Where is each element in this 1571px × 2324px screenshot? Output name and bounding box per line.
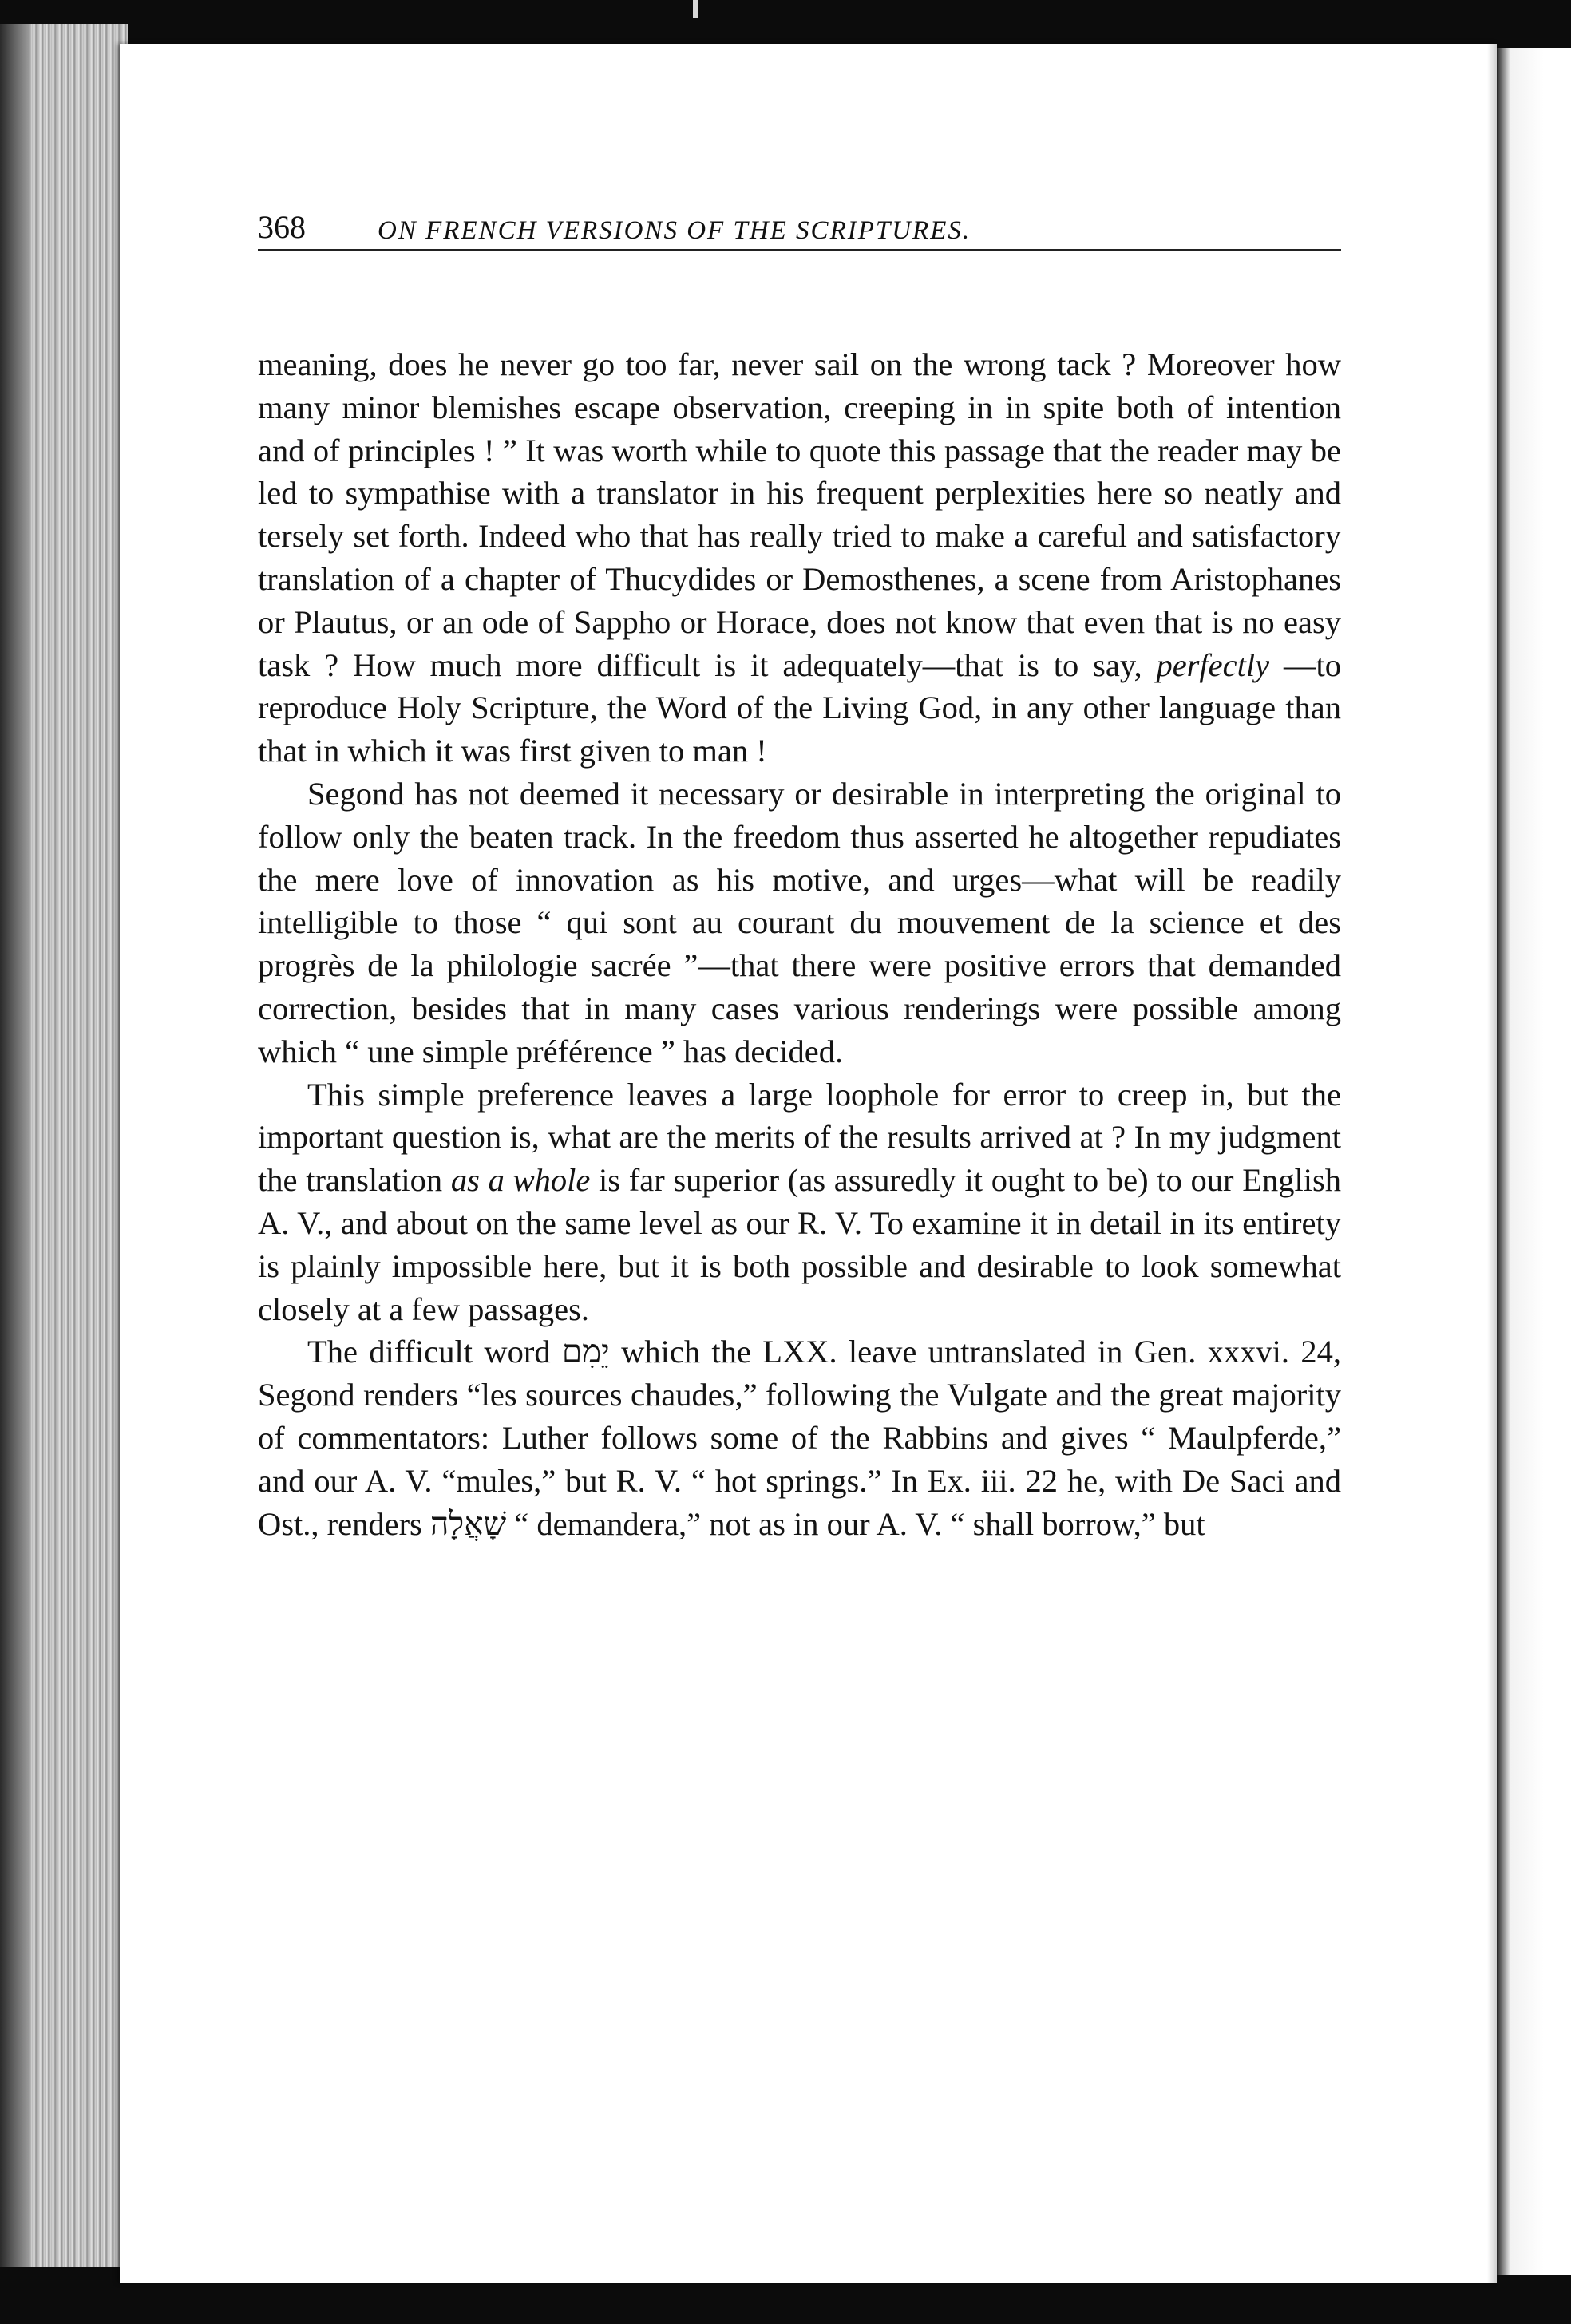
body-text	[258, 343, 1341, 1545]
paragraph-4: The difficult word יֵמִם which the LXX. leave untranslated in Gen. xxxvi. 24, Segond renders “les sources chaudes,” following the Vulgate and the great majority of commentators: Luther follows some of the Rabbins and gives “ Maulpferde,” and our A. V. “mules,” but R. V. “ hot springs.” In Ex. iii. 22 he, with De Saci and Ost., renders שָׁאֲלָה “ demandera,” not as in our A. V. “ shall borrow,” but	[258, 1334, 1341, 1542]
paragraph-3-italic: as a whole	[450, 1162, 591, 1199]
paragraph-1-text-a: meaning, does he never go too far, never sail on the wrong tack ? Moreover how many minor blemishes escape observation, creeping in in spite both of intention and of principles ! ” It was worth while to quote this passage that the reader may be led to sympathise with a translator in his frequent perplexities here so neatly and tersely set forth. Indeed who that has really tried to make a careful and satisfactory translation of a chapter of Thucydides or Demosthenes, a scene from Aristophanes or Plautus, or an ode of Sappho or Horace, does not know that even that is no easy task ? How much more difficult is it adequately—that is to say,	[258, 346, 1341, 683]
paragraph-3	[258, 1073, 1341, 1331]
paragraph-1-text-b: —to reproduce Holy Scripture, the Word of the Living God, in any other language than that in which it was first given to man !	[258, 646, 1341, 769]
page-gutter-shadow	[1487, 44, 1497, 2282]
paragraph-1-italic: perfectly	[1156, 646, 1270, 683]
paragraph-3-text-a: This simple preference leaves a large loophole for error to creep in, but the important question is, what are the merits of the results arrived at ? In my judgment the translation	[258, 1076, 1341, 1199]
page-number: 368	[258, 209, 306, 245]
facing-page-edge	[1496, 48, 1571, 2275]
paragraph-2: Segond has not deemed it necessary or desirable in interpreting the original to follow only the beaten track. In the freedom thus asserted he altogether repudiates the mere love of innovation as his motive, and urges—what will be readily intelligible to those “ qui sont au courant du mouvement de la science et des progrès de la philologie sacrée ”—that there were positive errors that demanded correction, besides that in many cases various renderings were possible among which “ une simple préférence ” has decided.	[258, 775, 1341, 1069]
scan-artifact	[693, 0, 698, 18]
book-page-edges	[0, 24, 128, 2267]
running-title: ON FRENCH VERSIONS OF THE SCRIPTURES.	[378, 216, 971, 245]
paragraph-3-text-b: is far superior (as assuredly it ought to be) to our English A. V., and about on the same level as our R. V. To examine it in detail in its entirety is plainly impossible here, but it is both possible and desirable to look somewhat closely at a few passages.	[258, 1162, 1341, 1327]
page-header	[258, 206, 1341, 251]
paragraph-1	[258, 343, 1341, 773]
